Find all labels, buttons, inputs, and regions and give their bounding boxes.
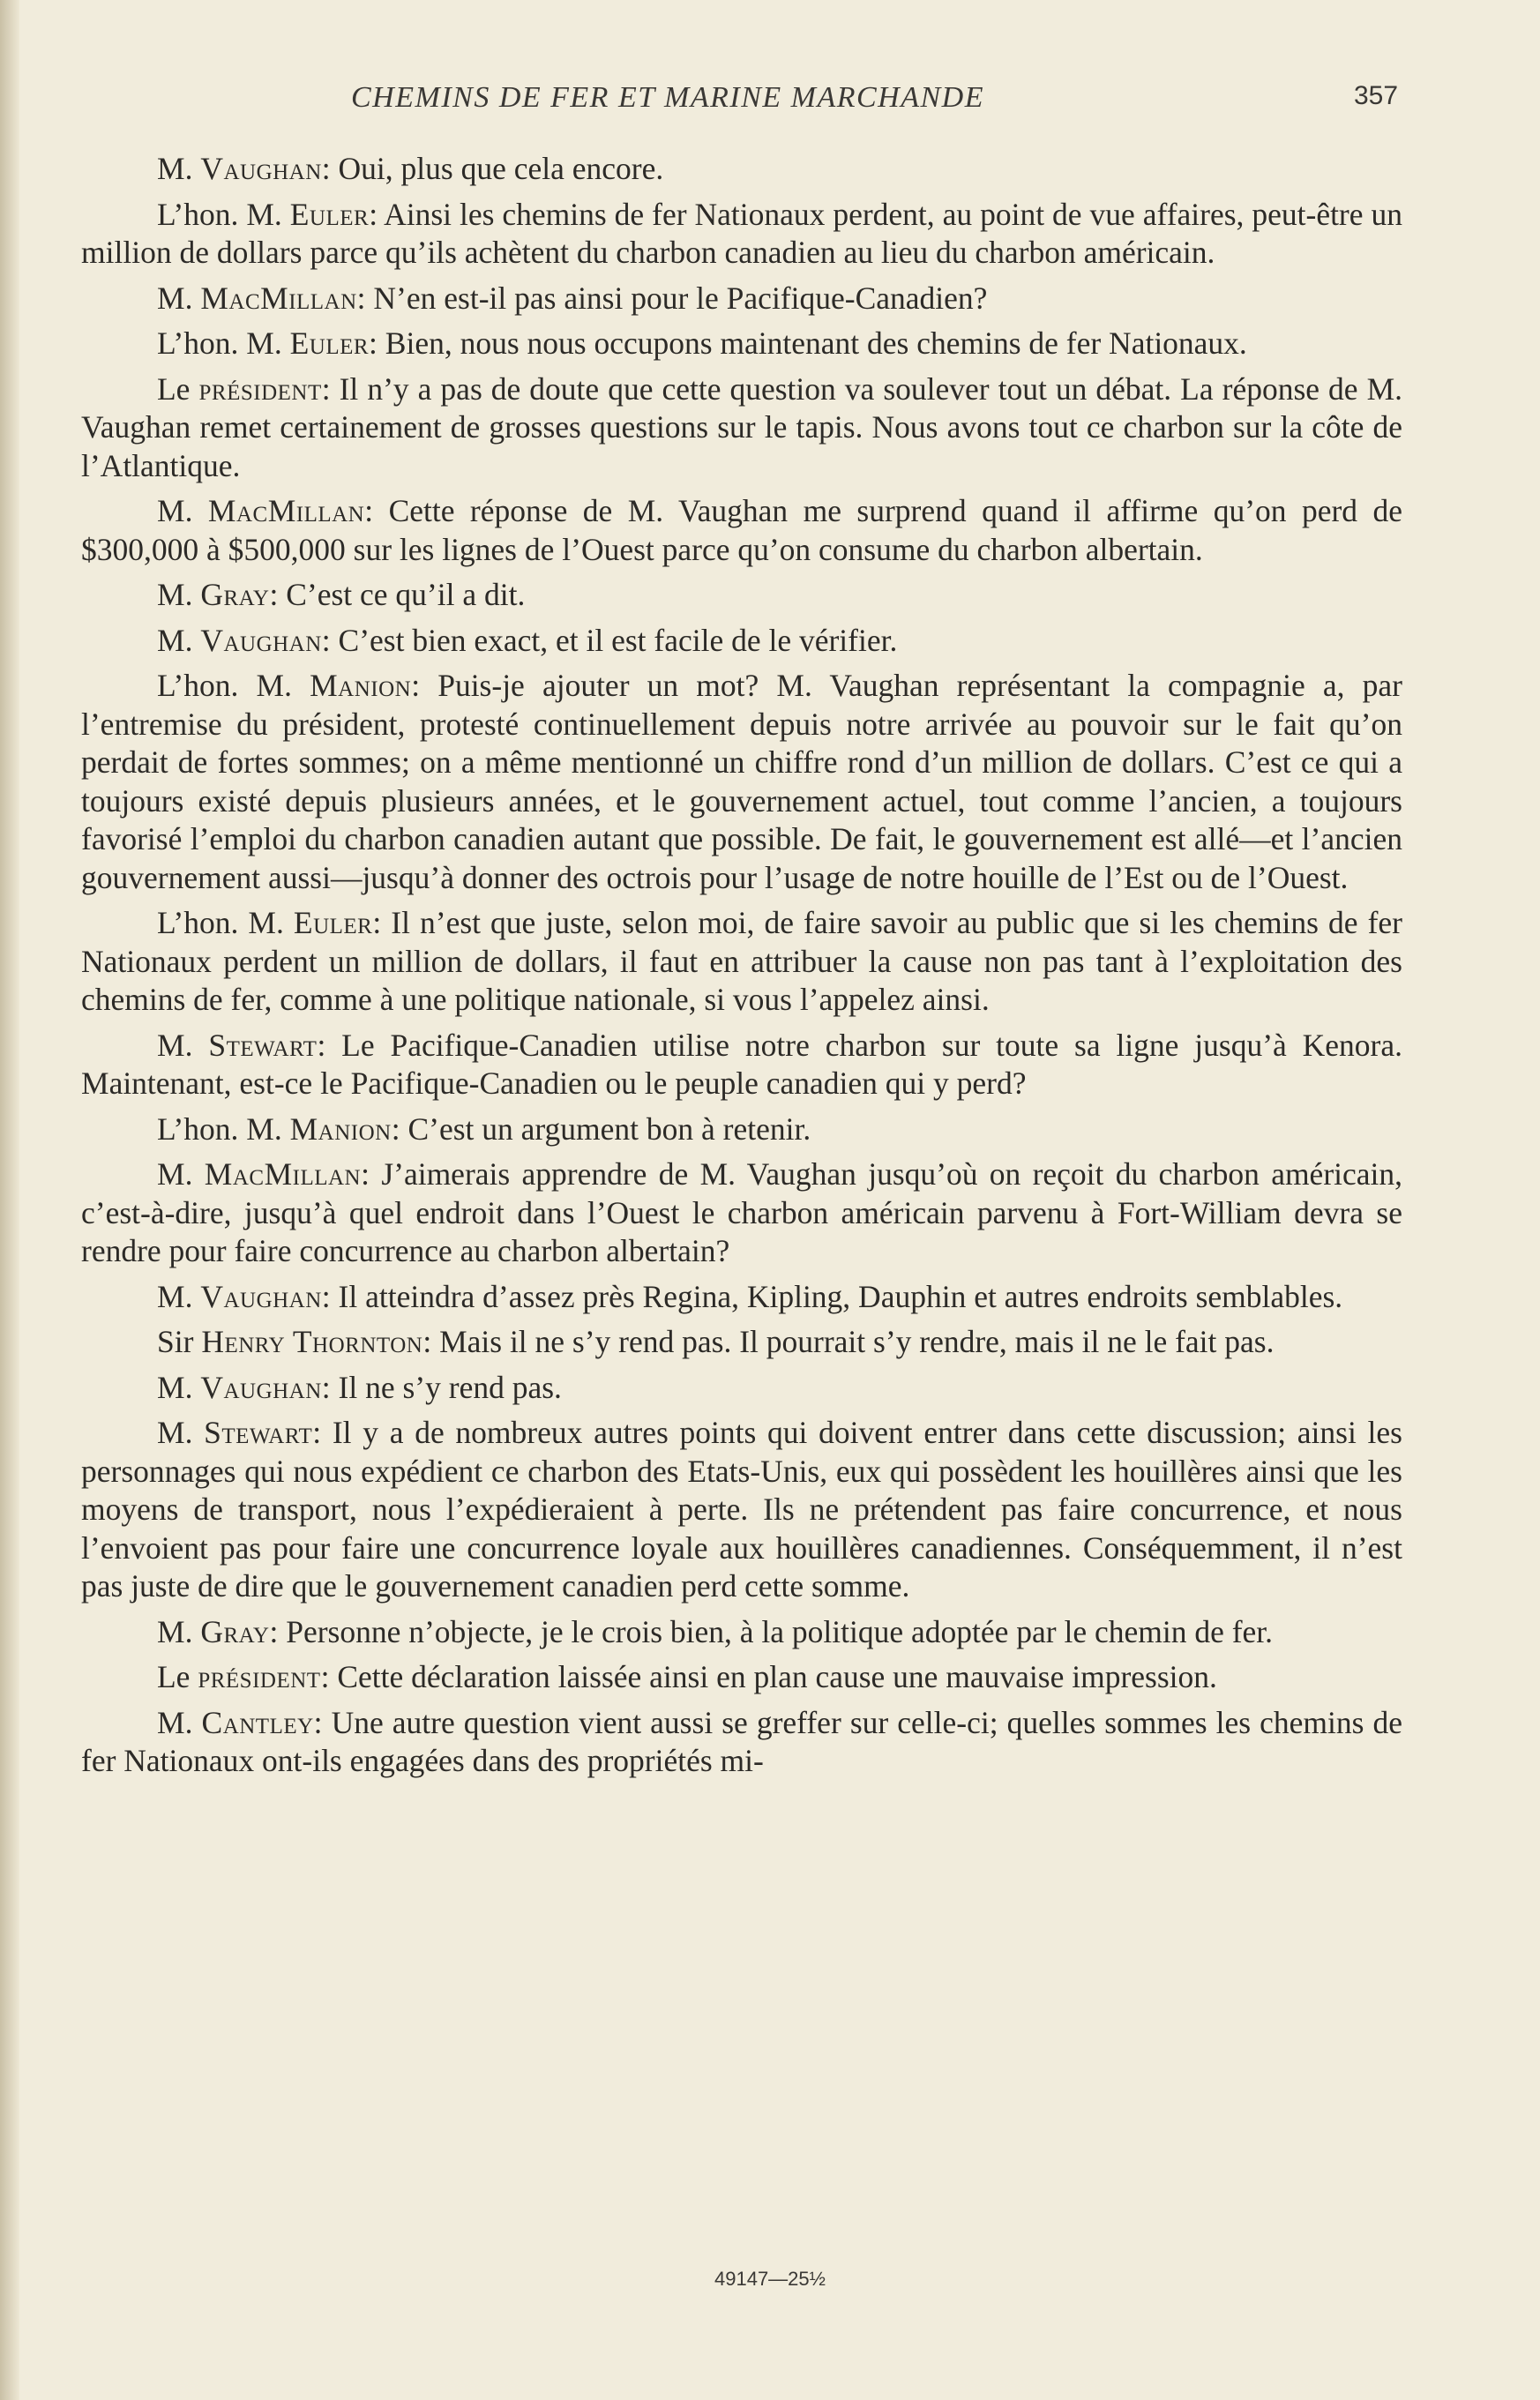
speaker-name: Euler (289, 196, 370, 232)
speech-text: Il y a de nombreux autres points qui doivent entrer dans cette discussion; ainsi les personnages qui nous expédient ce charbon des Etats-Unis, eux qui possèdent les houillères ainsi que les moyens de transport, nous l’expédieraient à perte. Ils ne prétendent pas faire concurrence, et nous l’envoient pas pour faire une concurrence loyale aux houillères canadiennes. Conséquemment, il n’est pas juste de dire que le gouvernement canadien perd cette somme. (81, 1415, 1402, 1604)
speaker-name: Cantley (201, 1704, 314, 1740)
paragraph: M. Gray: Personne n’objecte, je le crois bien, à la politique adoptée par le chemin de fer. (157, 1613, 1274, 1649)
speaker-name: Stewart (208, 1027, 318, 1063)
speech-text: Cette déclaration laissée ainsi en plan cause une mauvaise impression. (337, 1659, 1217, 1694)
speaker-title: L’hon. M. (157, 668, 292, 703)
speaker-title: M. (157, 1027, 193, 1063)
paragraph: M. Vaughan: Oui, plus que cela encore. (157, 151, 664, 186)
speaker-title: M. (157, 1415, 193, 1450)
speech-text: Le Pacifique-Canadien utilise notre charbon sur toute sa ligne jusqu’à Kenora. Maintenant, est-ce le Pacifique-Canadien ou le peuple canadien qui y perd? (81, 1027, 1403, 1101)
paragraph: L’hon. M. Euler: Ainsi les chemins de fer Nationaux perdent, au point de vue affaires, peut-être un million de dollars parce qu’ils achètent du charbon canadien au lieu du charbon américain. (81, 196, 1402, 270)
speaker-name: Vaughan (200, 151, 322, 186)
printing-reference: 49147—25½ (714, 2268, 826, 2290)
speaker-title: M. (157, 1278, 193, 1314)
speaker-title: Sir (157, 1324, 194, 1359)
speech-text: C’est bien exact, et il est facile de le vérifier. (338, 622, 898, 658)
speaker-name: Henry Thornton (201, 1324, 423, 1359)
paragraph: L’hon. M. Manion: C’est un argument bon à retenir. (157, 1110, 811, 1147)
paragraph: M. Stewart: Il y a de nombreux autres points qui doivent entrer dans cette discussion; ainsi les personnages qui nous expédient ce charbon des Etats-Unis, eux qui possèdent les houillères ainsi que les moyens de transport, nous l’expédieraient à perte. Ils ne prétendent pas faire concurrence, et nous l’envoient pas pour faire une concurrence loyale aux houillères canadiennes. Conséquemment, il n’est pas juste de dire que le gouvernement canadien perd cette somme. (81, 1415, 1402, 1604)
paragraph: Le président: Il n’y a pas de doute que cette question va soulever tout un débat. La réponse de M. Vaughan remet certainement de grosses questions sur le tapis. Nous avons tout ce charbon sur la côte de l’Atlantique. (81, 370, 1403, 483)
speech-text: Il n’est que juste, selon moi, de faire savoir au public que si les chemins de fer Nationaux perdent un million de dollars, il faut en attribuer la cause non pas tant à l’exploitation des chemins de fer, comme à une politique nationale, si vous l’appelez ainsi. (81, 905, 1402, 1017)
speech-text: Il ne s’y rend pas. (338, 1369, 562, 1405)
speech-text: Mais il ne s’y rend pas. Il pourrait s’y rendre, mais il ne le fait pas. (439, 1324, 1275, 1359)
paragraph: M. MacMillan: N’en est-il pas ainsi pour le Pacifique-Canadien? (157, 280, 988, 316)
speaker-name: Manion (310, 668, 412, 703)
speaker-name: Gray (200, 1613, 270, 1649)
paragraph: L’hon. M. Euler: Bien, nous nous occupons maintenant des chemins de fer Nationaux. (157, 325, 1247, 361)
speaker-name: Vaughan (200, 1278, 322, 1314)
speech-text: N’en est-il pas ainsi pour le Pacifique-Canadien? (373, 280, 988, 316)
speech-text: Personne n’objecte, je le crois bien, à la politique adoptée par le chemin de fer. (286, 1613, 1274, 1649)
speech-text: Ainsi les chemins de fer Nationaux perdent, au point de vue affaires, peut-être un million de dollars parce qu’ils achètent du charbon canadien au lieu du charbon américain. (81, 196, 1402, 270)
speech-text: Bien, nous nous occupons maintenant des chemins de fer Nationaux. (385, 325, 1247, 361)
speaker-name: Stewart (204, 1415, 313, 1450)
paragraph: M. Stewart: Le Pacifique-Canadien utilise notre charbon sur toute sa ligne jusqu’à Kenora. Maintenant, est-ce le Pacifique-Canadien ou le peuple canadien qui y perd? (81, 1027, 1403, 1101)
paragraph: M. MacMillan: Cette réponse de M. Vaughan me surprend quand il affirme qu’on perd de $300,000 à $500,000 sur les lignes de l’Ouest parce qu’on consume du charbon albertain. (81, 493, 1402, 567)
paragraph: L’hon. M. Manion: Puis-je ajouter un mot? M. Vaughan représentant la compagnie a, par l’entremise du président, protesté continuellement depuis notre arrivée au pouvoir sur le fait qu’on perdait de fortes sommes; on a même mentionné un chiffre rond d’un million de dollars. C’est ce qui a toujours existé depuis plusieurs années, et le gouvernement actuel, tout comme l’ancien, a toujours favorisé l’emploi du charbon canadien autant que possible. De fait, le gouvernement est allé—et l’ancien gouvernement aussi—jusqu’à donner des octrois pour l’usage de notre houille de l’Est ou de l’Ouest. (81, 668, 1402, 895)
paragraph: Le président: Cette déclaration laissée ainsi en plan cause une mauvaise impression. (157, 1659, 1217, 1694)
speaker-title: M. (157, 622, 193, 658)
speaker-name: président (198, 370, 322, 407)
speaker-title: M. (157, 1613, 193, 1649)
paragraph: M. Cantley: Une autre question vient aussi se greffer sur celle-ci; quelles sommes les chemins de fer Nationaux ont-ils engagées dans des propriétés mi- (81, 1704, 1402, 1778)
speaker-title: L’hon. M. (157, 905, 284, 940)
speech-text: C’est un argument bon à retenir. (407, 1110, 811, 1147)
paragraph: M. Vaughan: Il ne s’y rend pas. (157, 1369, 562, 1405)
speaker-name: MacMillan (204, 1156, 362, 1192)
transcript-body (81, 150, 1402, 1788)
paragraph: M. Gray: C’est ce qu’il a dit. (157, 577, 526, 612)
speech-text: Puis-je ajouter un mot? M. Vaughan représentant la compagnie a, par l’entremise du président, protesté continuellement depuis notre arrivée au pouvoir sur le fait qu’on perdait de fortes sommes; on a même mentionné un chiffre rond d’un million de dollars. C’est ce qui a toujours existé depuis plusieurs années, et le gouvernement actuel, tout comme l’ancien, a toujours favorisé l’emploi du charbon canadien autant que possible. De fait, le gouvernement est allé—et l’ancien gouvernement aussi—jusqu’à donner des octrois pour l’usage de notre houille de l’Est ou de l’Ouest. (81, 668, 1402, 895)
speaker-title: M. (157, 151, 193, 186)
speaker-title: M. (157, 280, 193, 316)
speaker-name: président (198, 1659, 321, 1694)
speaker-name: MacMillan (200, 280, 357, 316)
page-edge-shadow (0, 0, 19, 2400)
paragraph: M. Vaughan: C’est bien exact, et il est facile de le vérifier. (157, 622, 898, 658)
speech-text: Cette réponse de M. Vaughan me surprend quand il affirme qu’on perd de $300,000 à $500,000 sur les lignes de l’Ouest parce qu’on consume du charbon albertain. (81, 493, 1402, 567)
page-header (0, 81, 1540, 125)
speaker-title: M. (157, 1156, 193, 1192)
speech-text: Oui, plus que cela encore. (338, 151, 664, 186)
speaker-name: Euler (289, 325, 370, 361)
speech-text: C’est ce qu’il a dit. (286, 577, 526, 612)
speech-text: J’aimerais apprendre de M. Vaughan jusqu’où on reçoit du charbon américain, c’est-à-dire, jusqu’à quel endroit dans l’Ouest le charbon américain parvenu à Fort-William devra se rendre pour faire concurrence au charbon albertain? (81, 1156, 1403, 1268)
speaker-name: Vaughan (200, 1369, 322, 1405)
speech-text: Il atteindra d’assez près Regina, Kipling, Dauphin et autres endroits semblables. (338, 1278, 1343, 1314)
running-title: CHEMINS DE FER ET MARINE MARCHANDE (351, 81, 985, 114)
speaker-name: Manion (289, 1110, 392, 1147)
speaker-title: M. (157, 577, 193, 612)
speech-text: Il n’y a pas de doute que cette question va soulever tout un débat. La réponse de M. Vaughan remet certainement de grosses questions sur le tapis. Nous avons tout ce charbon sur la côte de l’Atlantique. (81, 370, 1403, 483)
speaker-name: Vaughan (200, 622, 322, 658)
paragraph: M. MacMillan: J’aimerais apprendre de M. Vaughan jusqu’où on reçoit du charbon américain, c’est-à-dire, jusqu’à quel endroit dans l’Ouest le charbon américain parvenu à Fort-William devra se rendre pour faire concurrence au charbon albertain? (81, 1156, 1403, 1268)
paragraph: L’hon. M. Euler: Il n’est que juste, selon moi, de faire savoir au public que si les chemins de fer Nationaux perdent un million de dollars, il faut en attribuer la cause non pas tant à l’exploitation des chemins de fer, comme à une politique nationale, si vous l’appelez ainsi. (81, 905, 1402, 1017)
speaker-name: Gray (200, 577, 270, 612)
speaker-name: MacMillan (207, 493, 365, 528)
speaker-title: M. (157, 1369, 193, 1405)
speaker-title: Le (157, 370, 191, 407)
speaker-name: Euler (293, 905, 373, 940)
speaker-title: Le (157, 1659, 191, 1694)
speaker-title: L’hon. M. (157, 1110, 282, 1147)
page-number: 357 (1354, 81, 1399, 110)
speaker-title: L’hon. M. (157, 196, 282, 232)
speaker-title: L’hon. M. (157, 325, 282, 361)
paragraph: Sir Henry Thornton: Mais il ne s’y rend pas. Il pourrait s’y rendre, mais il ne le fait pas. (157, 1324, 1275, 1359)
paragraph: M. Vaughan: Il atteindra d’assez près Regina, Kipling, Dauphin et autres endroits semblables. (157, 1278, 1343, 1314)
speech-text: Une autre question vient aussi se greffer sur celle-ci; quelles sommes les chemins de fer Nationaux ont-ils engagées dans des propriétés mi- (81, 1704, 1402, 1778)
speaker-title: M. (157, 493, 193, 528)
speaker-title: M. (157, 1704, 193, 1740)
